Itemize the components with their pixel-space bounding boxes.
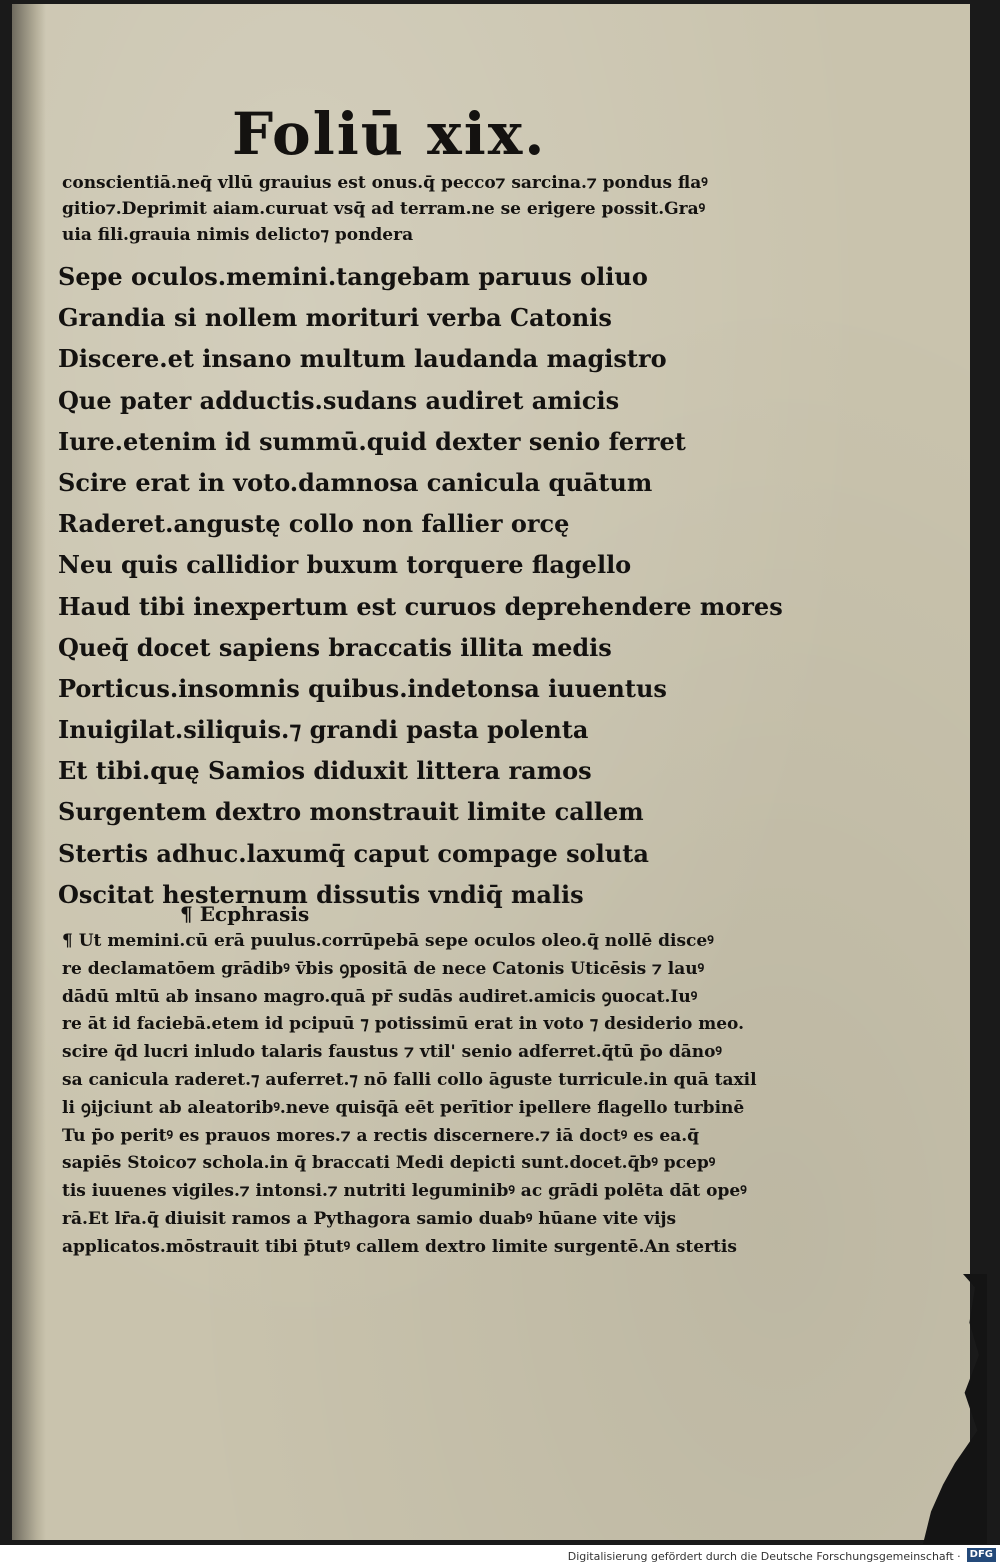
commentary-block xyxy=(62,928,757,1262)
verse-line: Grandia si nollem morituri verba Catonis xyxy=(58,303,612,333)
verse-line: Discere.et insano multum laudanda magistro xyxy=(58,344,667,374)
verse-line: Raderet.angustę collo non fallier orcę xyxy=(58,509,570,539)
commentary-line: Tu p̄o peritꝰ es prauos mores.⁊ a rectis discernere.⁊ iā doctꝰ es ea.q̄ xyxy=(62,1125,700,1146)
commentary-line: dādū mltū ab insano magro.quā pr̄ sudās audiret.amicis ꝯuocat.Iuꝰ xyxy=(62,986,698,1007)
folio-header: Foliū xix. xyxy=(232,100,547,168)
verse-line: Neu quis callidior buxum torquere flagello xyxy=(58,550,632,580)
verse-line: Et tibi.quę Samios diduxit littera ramos xyxy=(58,756,592,786)
prose-line: gitio⁊.Deprimit aiam.curuat vsq̄ ad terram.ne se erigere possit.Graꝰ xyxy=(62,199,706,219)
verse-line: Stertis adhuc.laxumq̄ caput compage soluta xyxy=(58,838,649,868)
commentary-line: sa canicula raderet.⁊ auferret.⁊ nō falli collo āguste turricule.in quā taxil xyxy=(62,1069,757,1090)
commentary-line: tis iuuenes vigiles.⁊ intonsi.⁊ nutriti leguminibꝰ ac grādi polēta dāt opeꝰ xyxy=(62,1181,747,1202)
commentary-heading: ¶ Ecphrasis xyxy=(180,902,310,926)
digitization-footer xyxy=(0,1545,1000,1567)
verse-line: Scire erat in voto.damnosa canicula quātum xyxy=(58,467,653,497)
verse-line: Inuigilat.siliquis.⁊ grandi pasta polenta xyxy=(58,715,589,745)
verse-block xyxy=(58,256,783,915)
verse-line: Haud tibi inexpertum est curuos deprehendere mores xyxy=(58,591,783,621)
verse-line: Queq̄ docet sapiens braccatis illita medis xyxy=(58,632,612,662)
verse-line: Oscitat hesternum dissutis vndiq̄ malis xyxy=(58,879,584,909)
commentary-line: scire q̄d lucri inludo talaris faustus ⁊ vtil' senio adferret.q̄tū p̄o dānoꝰ xyxy=(62,1042,722,1063)
verse-line: Porticus.insomnis quibus.indetonsa iuuentus xyxy=(58,673,667,703)
commentary-line: re declamatōem grādibꝰ v̄bis ꝯpositā de nece Catonis Uticēsis ⁊ lauꝰ xyxy=(62,958,705,979)
verse-line: Iure.etenim id summū.quid dexter senio ferret xyxy=(58,426,686,456)
prose-line: uia fili.grauia nimis delicto⁊ pondera xyxy=(62,225,414,245)
dfg-logo: DFG xyxy=(967,1548,996,1562)
prose-block xyxy=(62,170,742,248)
commentary-line: li ꝯijciunt ab aleatoribꝰ.neve quisq̄ā eēt perītior ipellere flagello turbinē xyxy=(62,1097,745,1118)
prose-line: conscientiā.neq̄ vllū grauius est onus.q̄ pecco⁊ sarcina.⁊ pondus flaꝰ xyxy=(62,173,708,193)
page-spine-shadow xyxy=(12,4,46,1540)
page-damage xyxy=(907,1274,987,1544)
commentary-line: rā.Et lr̄a.q̄ diuisit ramos a Pythagora samio duabꝰ hūane vite vijs xyxy=(62,1208,677,1229)
commentary-line: applicatos.mōstrauit tibi p̄tutꝰ callem dextro limite surgentē.An stertis xyxy=(62,1236,737,1257)
verse-line: Sepe oculos.memini.tangebam paruus oliuo xyxy=(58,262,648,291)
verse-line: Surgentem dextro monstrauit limite callem xyxy=(58,797,644,827)
footer-credit-text: Digitalisierung gefördert durch die Deutsche Forschungsgemeinschaft · xyxy=(567,1550,961,1563)
commentary-line: re āt id faciebā.etem id pcipuū ⁊ potissimū erat in voto ⁊ desiderio meo. xyxy=(62,1014,745,1035)
verse-line: Que pater adductis.sudans audiret amicis xyxy=(58,385,620,415)
commentary-line: sapiēs Stoico⁊ schola.in q̄ braccati Medi depicti sunt.docet.q̄bꝰ pcepꝰ xyxy=(62,1153,716,1174)
commentary-line: ¶ Ut memini.cū erā puulus.corrūpebā sepe oculos oleo.q̄ nollē disceꝰ xyxy=(62,931,714,951)
